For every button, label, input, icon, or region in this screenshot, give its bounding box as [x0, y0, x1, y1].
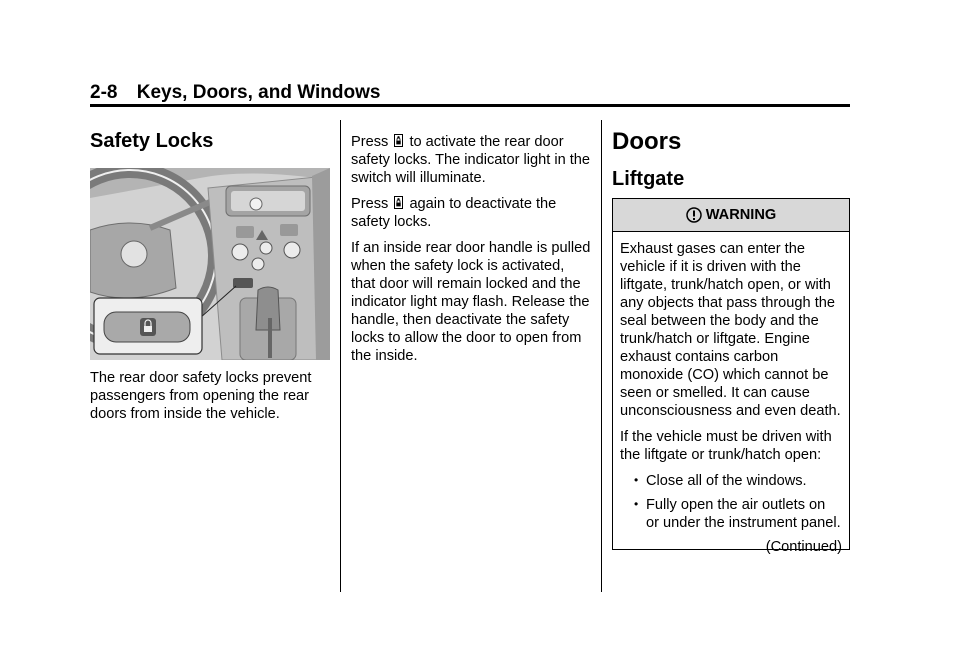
bullet-list — [620, 472, 842, 532]
section-title: Doors — [612, 128, 682, 155]
paragraph — [351, 195, 591, 231]
page-header — [90, 82, 380, 104]
paragraph — [351, 133, 591, 187]
safety-locks-body — [351, 133, 591, 373]
chapter-title: Keys, Doors, and Windows — [136, 82, 381, 103]
warning-body — [613, 232, 849, 556]
text-run: Press — [351, 196, 389, 212]
warning-label: WARNING — [705, 207, 777, 223]
paragraph: If the vehicle must be driven with the liftgate or trunk/hatch open: — [620, 429, 832, 463]
column-divider — [601, 120, 602, 592]
subsection-title: Liftgate — [612, 168, 685, 190]
text-run: again to deactivate the safety locks. — [351, 196, 557, 230]
paragraph: If an inside rear door handle is pulled when the safety lock is activated, that door will remain locked and the indicator light may flash. Release the handle, then deactivate the safety locks to allow the door to open from the inside. — [351, 240, 591, 364]
child-lock-icon — [394, 134, 403, 147]
list-item: • Close all of the windows. — [638, 472, 842, 490]
warning-box — [612, 198, 850, 555]
section-title: Safety Locks — [90, 130, 214, 152]
paragraph: Exhaust gases can enter the vehicle if it is driven with the liftgate, trunk/hatch open, or with any objects that pass through the seal between the body and the trunk/hatch or liftgate. Engine exhaust contains carbon monoxide (CO) which cannot be seen or smelled. It can cause unconsciousness and even death. — [620, 241, 841, 419]
warning-header — [613, 199, 849, 232]
figure-caption: The rear door safety locks prevent passengers from opening the rear doors from inside the vehicle. — [90, 370, 312, 422]
list-item: • Fully open the air outlets on or under the instrument panel. — [638, 496, 842, 532]
warning-icon — [686, 207, 702, 223]
text-run: to activate the rear door safety locks. The indicator light in the switch will illuminate. — [351, 134, 591, 186]
continued-label: (Continued) — [765, 539, 842, 555]
column-divider — [340, 120, 341, 592]
header-rule — [90, 104, 850, 107]
text-run: Press — [351, 134, 389, 150]
safety-lock-switch-illustration — [90, 168, 330, 360]
child-lock-icon — [394, 196, 403, 209]
page-number: 2-8 — [90, 82, 118, 103]
